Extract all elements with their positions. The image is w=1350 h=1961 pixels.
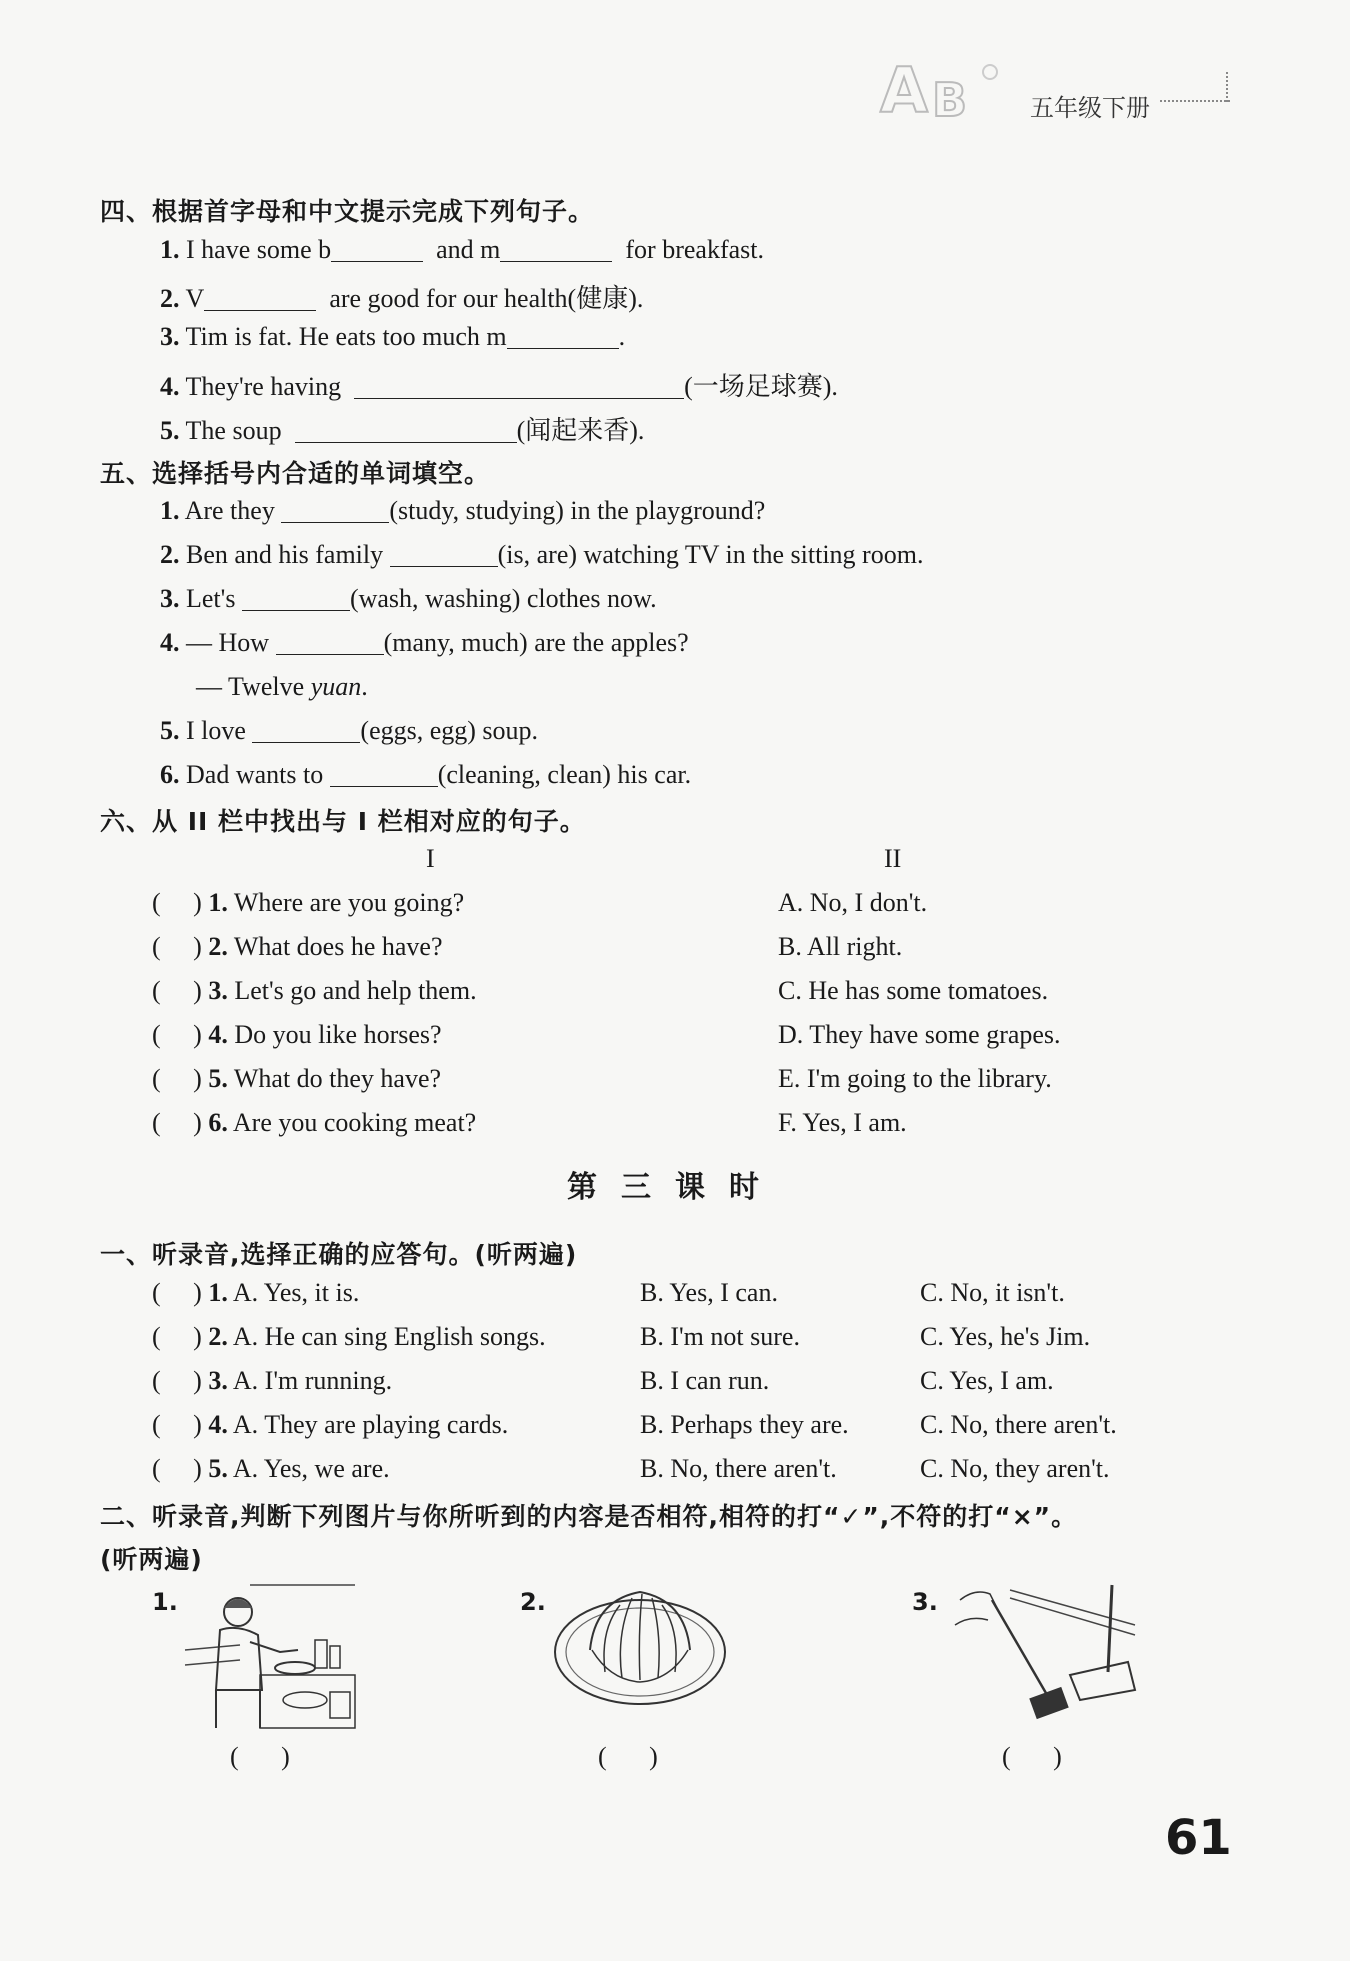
sentence-part: (wash, washing) clothes now. [349,584,657,613]
option-c: C. No, it isn't. [920,1278,1065,1307]
match-row-4 [152,1020,442,1050]
item-number: 4. [160,372,180,401]
answer-paren[interactable]: ( ) [152,1278,202,1307]
listen1-row-1 [152,1278,359,1308]
ab-logo-icon [870,50,1020,130]
option-c: C. Yes, he's Jim. [920,1322,1091,1351]
answer-blank[interactable] [354,372,684,399]
lesson-heading: 第三课时 [567,1170,783,1205]
listen1-row-2 [152,1322,546,1352]
item-number: 5. [160,416,180,445]
cooking-woman-picture [180,1580,360,1730]
match-question: Are you cooking meat? [232,1108,477,1137]
answer-blank[interactable] [281,496,389,523]
option-b: B. I'm not sure. [640,1322,800,1351]
answer-paren[interactable]: ( ) [152,1064,202,1093]
header-divider-corner [1226,72,1230,102]
item-number: 2. [208,1322,228,1351]
header-divider [1160,100,1230,102]
picture-label-3: 3. [912,1588,938,1616]
sentence-part: . [361,672,368,701]
column-ii-header: II [884,844,902,873]
item-number: 6. [208,1108,228,1137]
match-question: What do they have? [233,1064,442,1093]
option-a: A. Yes, we are. [232,1454,390,1483]
s4-item-2 [160,278,643,315]
sentence-part: (一场足球赛). [684,372,838,401]
match-row-1 [152,888,464,918]
option-a: A. He can sing English songs. [232,1322,546,1351]
sweeping-broom-picture [940,1580,1140,1730]
option-c: C. No, they aren't. [920,1454,1110,1483]
match-question: Do you like horses? [234,1020,442,1049]
match-option: B. All right. [778,932,903,961]
item-number: 3. [208,1366,228,1395]
sentence-part: — Twelve [196,672,311,701]
match-row-2 [152,932,442,962]
answer-blank[interactable] [500,235,612,262]
match-option: A. No, I don't. [778,888,928,917]
item-number: 1. [160,496,180,525]
item-number: 2. [160,284,180,313]
section5-title: 五、选择括号内合适的单词填空。 [100,459,491,488]
listen2-title-note: (听两遍) [100,1545,203,1574]
option-b: B. I can run. [640,1366,770,1395]
sentence-part: for breakfast. [625,235,764,264]
sentence-part: . [618,322,626,351]
sentence-part: (cleaning, clean) his car. [437,760,692,789]
listen2-title: 二、听录音,判断下列图片与你所听到的内容是否相符,相符的打“✓”,不符的打“×”。 [100,1502,1078,1531]
answer-paren-1[interactable]: ( ) [230,1742,308,1771]
match-question: What does he have? [233,932,443,961]
answer-paren[interactable]: ( ) [152,932,202,961]
item-number: 1. [208,1278,228,1307]
answer-paren-3[interactable]: ( ) [1002,1742,1080,1771]
answer-blank[interactable] [242,584,350,611]
match-option: E. I'm going to the library. [778,1064,1052,1093]
answer-blank[interactable] [252,716,360,743]
option-b: B. No, there aren't. [640,1454,837,1483]
answer-blank[interactable] [507,322,619,349]
page-number: 61 [1165,1810,1232,1866]
svg-text:A: A [880,54,928,127]
svg-text:B: B [932,73,968,127]
item-number: 4. [160,628,180,657]
match-row-5 [152,1064,441,1094]
item-number: 3. [208,976,228,1005]
option-a: A. They are playing cards. [232,1410,509,1439]
listen1-title: 一、听录音,选择正确的应答句。(听两遍) [100,1240,578,1269]
sentence-part: Dad wants to [186,760,324,789]
s5-item-6 [160,760,691,790]
sentence-part: Tim is fat. He eats too much m [185,322,507,351]
picture-label-2: 2. [520,1588,546,1616]
answer-paren[interactable]: ( ) [152,1108,202,1137]
sentence-part: I have some b [186,235,332,264]
s5-item-5 [160,716,538,746]
sentence-part: — How [186,628,270,657]
answer-blank[interactable] [390,540,498,567]
item-number: 2. [160,540,180,569]
answer-blank[interactable] [330,760,438,787]
answer-blank[interactable] [295,416,517,443]
item-number: 4. [208,1410,228,1439]
sentence-part: V [185,284,205,313]
answer-blank[interactable] [204,284,316,311]
sentence-part: and m [436,235,501,264]
answer-blank[interactable] [331,235,423,262]
item-number: 5. [208,1454,228,1483]
item-number: 1. [208,888,228,917]
option-b: B. Yes, I can. [640,1278,778,1307]
section4-title: 四、根据首字母和中文提示完成下列句子。 [100,197,595,226]
match-option: C. He has some tomatoes. [778,976,1049,1005]
listen1-row-5 [152,1454,390,1484]
item-number: 4. [208,1020,228,1049]
sentence-part: (many, much) are the apples? [383,628,689,657]
item-number: 5. [208,1064,228,1093]
answer-paren[interactable]: ( ) [152,1322,202,1351]
match-question: Where are you going? [233,888,465,917]
sentence-part: Ben and his family [186,540,384,569]
listen1-row-3 [152,1366,392,1396]
answer-paren[interactable]: ( ) [152,976,202,1005]
answer-paren[interactable]: ( ) [152,1020,202,1049]
sentence-part: are good for our health(健康). [329,284,644,313]
match-row-6 [152,1108,476,1138]
column-i-header: I [426,844,435,873]
sentence-part: Let's [186,584,236,613]
item-number: 6. [160,760,180,789]
option-b: B. Perhaps they are. [640,1410,849,1439]
option-c: C. No, there aren't. [920,1410,1117,1439]
answer-paren[interactable]: ( ) [152,1410,202,1439]
option-c: C. Yes, I am. [920,1366,1054,1395]
s4-item-4 [160,366,838,403]
sentence-part: The soup [185,416,282,445]
s5-item-2 [160,540,923,570]
item-number: 5. [160,716,180,745]
item-number: 3. [160,584,180,613]
s5-item-4 [160,628,689,658]
s4-item-3 [160,322,625,352]
s5-item-4-answer [196,672,368,702]
option-a: A. Yes, it is. [232,1278,360,1307]
answer-paren[interactable]: ( ) [152,1366,202,1395]
picture-label-1: 1. [152,1588,178,1616]
answer-blank[interactable] [276,628,384,655]
match-question: Let's go and help them. [234,976,477,1005]
sentence-part: (study, studying) in the playground? [389,496,766,525]
answer-paren-2[interactable]: ( ) [598,1742,676,1771]
sentence-part: (is, are) watching TV in the sitting room. [497,540,924,569]
match-row-3 [152,976,477,1006]
s5-item-1 [160,496,765,526]
sentence-part: I love [186,716,246,745]
s5-item-3 [160,584,657,614]
item-number: 2. [208,932,228,961]
match-option: F. Yes, I am. [778,1108,907,1137]
italic-word: yuan [310,672,362,701]
sentence-part: Are they [184,496,275,525]
s4-item-1 [160,235,764,265]
s4-item-5 [160,410,644,447]
item-number: 1. [160,235,180,264]
sentence-part: (闻起来香). [516,416,645,445]
item-number: 3. [160,322,180,351]
match-option: D. They have some grapes. [778,1020,1061,1049]
option-a: A. I'm running. [232,1366,393,1395]
grade-label: 五年级下册 [1030,94,1150,122]
sentence-part: (eggs, egg) soup. [360,716,539,745]
answer-paren[interactable]: ( ) [152,1454,202,1483]
section6-title: 六、从 II 栏中找出与 I 栏相对应的句子。 [100,807,586,836]
bananas-plate-picture [550,1580,730,1710]
sentence-part: They're having [185,372,342,401]
listen1-row-4 [152,1410,508,1440]
answer-paren[interactable]: ( ) [152,888,202,917]
